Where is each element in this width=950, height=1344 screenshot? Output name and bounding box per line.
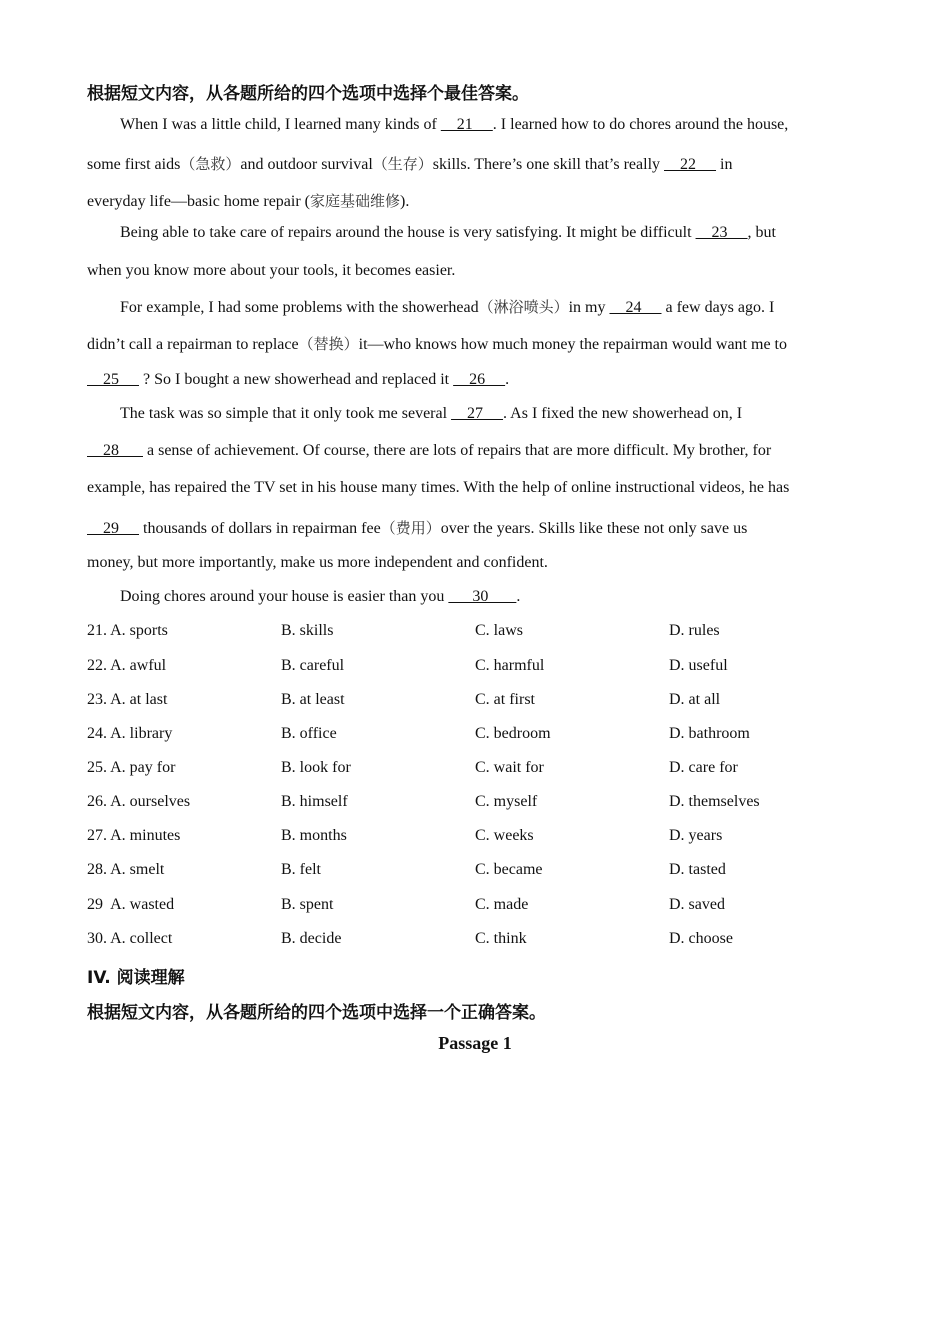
blank-28: 28 xyxy=(87,442,143,459)
text-run: in my xyxy=(568,299,610,316)
passage-line xyxy=(87,371,509,389)
text-run: everyday life—basic home repair ( xyxy=(87,193,311,210)
text-run: a sense of achievement. Of course, there are lots of repairs that are more difficult. My brother, for xyxy=(143,442,772,459)
question-options-24 xyxy=(87,725,863,747)
blank-23: 23 xyxy=(695,224,748,241)
option-b: B. himself xyxy=(281,793,348,810)
text-run: For example, I had some problems with the showerhead xyxy=(120,299,479,316)
passage-line xyxy=(87,517,747,538)
option-d: D. care for xyxy=(669,759,738,776)
passage-line: example, has repaired the TV set in his house many times. With the help of online instructional videos, he has xyxy=(87,479,790,496)
passage-line xyxy=(120,588,520,606)
option-c: C. think xyxy=(475,930,527,947)
text-run: and outdoor survival xyxy=(240,156,373,173)
chinese-gloss: 家庭基础维修 xyxy=(310,192,401,210)
option-b: B. at least xyxy=(281,691,345,708)
option-a: 28. A. smelt xyxy=(87,861,165,878)
option-b: B. spent xyxy=(281,896,334,913)
option-b: B. felt xyxy=(281,861,321,878)
question-options-23 xyxy=(87,691,863,713)
text-run: Doing chores around your house is easier than you xyxy=(120,588,449,605)
reading-instruction: 根据短文内容，从各题所给的四个选项中选择一个正确答案。 xyxy=(87,1003,546,1023)
text-run: over the years. Skills like these not only save us xyxy=(440,520,748,537)
option-b: B. decide xyxy=(281,930,342,947)
blank-21: 21 xyxy=(440,116,493,133)
question-options-28 xyxy=(87,861,863,883)
passage-line xyxy=(120,224,776,242)
blank-27: 27 xyxy=(451,405,504,422)
option-a: 26. A. ourselves xyxy=(87,793,191,810)
option-d: D. useful xyxy=(669,657,728,674)
chinese-gloss: （急救） xyxy=(180,155,241,173)
option-c: C. weeks xyxy=(475,827,534,844)
option-a: 23. A. at last xyxy=(87,691,168,708)
option-a: 21. A. sports xyxy=(87,622,168,639)
text-run: . xyxy=(505,371,510,388)
option-d: D. tasted xyxy=(669,861,726,878)
option-a: 22. A. awful xyxy=(87,657,167,674)
passage-line xyxy=(120,296,774,317)
text-run: some first aids xyxy=(87,156,181,173)
text-run: it—who knows how much money the repairman would want me to xyxy=(358,336,787,353)
passage-line xyxy=(87,190,409,211)
blank-29: 29 xyxy=(87,520,139,537)
option-b: B. office xyxy=(281,725,337,742)
question-options-21 xyxy=(87,622,863,644)
option-a: 25. A. pay for xyxy=(87,759,176,776)
text-run: ). xyxy=(400,193,410,210)
text-run: in xyxy=(716,156,733,173)
text-run: When I was a little child, I learned many kinds of xyxy=(120,116,441,133)
option-d: D. bathroom xyxy=(669,725,750,742)
text-run: thousands of dollars in repairman fee xyxy=(139,520,381,537)
text-run: skills. There’s one skill that’s really xyxy=(432,156,665,173)
option-b: B. skills xyxy=(281,622,334,639)
text-run: . xyxy=(516,588,521,605)
option-a: 24. A. library xyxy=(87,725,173,742)
blank-22: 22 xyxy=(664,156,717,173)
chinese-gloss: （替换） xyxy=(298,335,359,353)
text-run: ? So I bought a new showerhead and replaced it xyxy=(139,371,454,388)
option-c: C. at first xyxy=(475,691,535,708)
option-c: C. became xyxy=(475,861,543,878)
blank-24: 24 xyxy=(609,299,662,316)
section-title: IV. 阅读理解 xyxy=(87,968,185,988)
option-d: D. choose xyxy=(669,930,733,947)
option-b: B. months xyxy=(281,827,347,844)
question-options-27 xyxy=(87,827,863,849)
option-a: 29 A. wasted xyxy=(87,896,175,913)
text-run: a few days ago. I xyxy=(661,299,775,316)
blank-30: 30 xyxy=(448,588,517,605)
option-a: 27. A. minutes xyxy=(87,827,181,844)
chinese-gloss: （费用） xyxy=(380,519,441,537)
option-d: D. saved xyxy=(669,896,725,913)
option-c: C. made xyxy=(475,896,529,913)
passage-line xyxy=(87,153,732,174)
text-run: Being able to take care of repairs around the house is very satisfying. It might be difficult xyxy=(120,224,696,241)
option-b: B. careful xyxy=(281,657,345,674)
option-d: D. rules xyxy=(669,622,720,639)
question-options-25 xyxy=(87,759,863,781)
blank-26: 26 xyxy=(453,371,506,388)
blank-25: 25 xyxy=(87,371,139,388)
question-options-22 xyxy=(87,657,863,679)
chinese-gloss: （淋浴喷头） xyxy=(478,298,569,316)
text-run: The task was so simple that it only took me several xyxy=(120,405,452,422)
passage-line: money, but more importantly, make us more independent and confident. xyxy=(87,554,548,571)
chinese-gloss: （生存） xyxy=(372,155,433,173)
option-c: C. myself xyxy=(475,793,538,810)
passage-line xyxy=(120,405,742,423)
text-run: , but xyxy=(747,224,776,241)
option-c: C. laws xyxy=(475,622,523,639)
question-options-29 xyxy=(87,896,863,918)
passage-line xyxy=(120,116,788,134)
option-a: 30. A. collect xyxy=(87,930,173,947)
option-d: D. at all xyxy=(669,691,721,708)
passage-title: Passage 1 xyxy=(438,1033,512,1053)
option-d: D. themselves xyxy=(669,793,760,810)
cloze-instruction: 根据短文内容，从各题所给的四个选项中选择个最佳答案。 xyxy=(87,84,529,104)
option-d: D. years xyxy=(669,827,723,844)
question-options-26 xyxy=(87,793,863,815)
text-run: . I learned how to do chores around the house, xyxy=(492,116,789,133)
text-run: didn’t call a repairman to replace xyxy=(87,336,299,353)
text-run: . As I fixed the new showerhead on, I xyxy=(503,405,743,422)
passage-line xyxy=(87,442,771,460)
passage-line: when you know more about your tools, it becomes easier. xyxy=(87,262,456,279)
passage-line xyxy=(87,333,787,354)
option-b: B. look for xyxy=(281,759,351,776)
option-c: C. wait for xyxy=(475,759,544,776)
option-c: C. harmful xyxy=(475,657,545,674)
option-c: C. bedroom xyxy=(475,725,551,742)
question-options-30 xyxy=(87,930,863,952)
